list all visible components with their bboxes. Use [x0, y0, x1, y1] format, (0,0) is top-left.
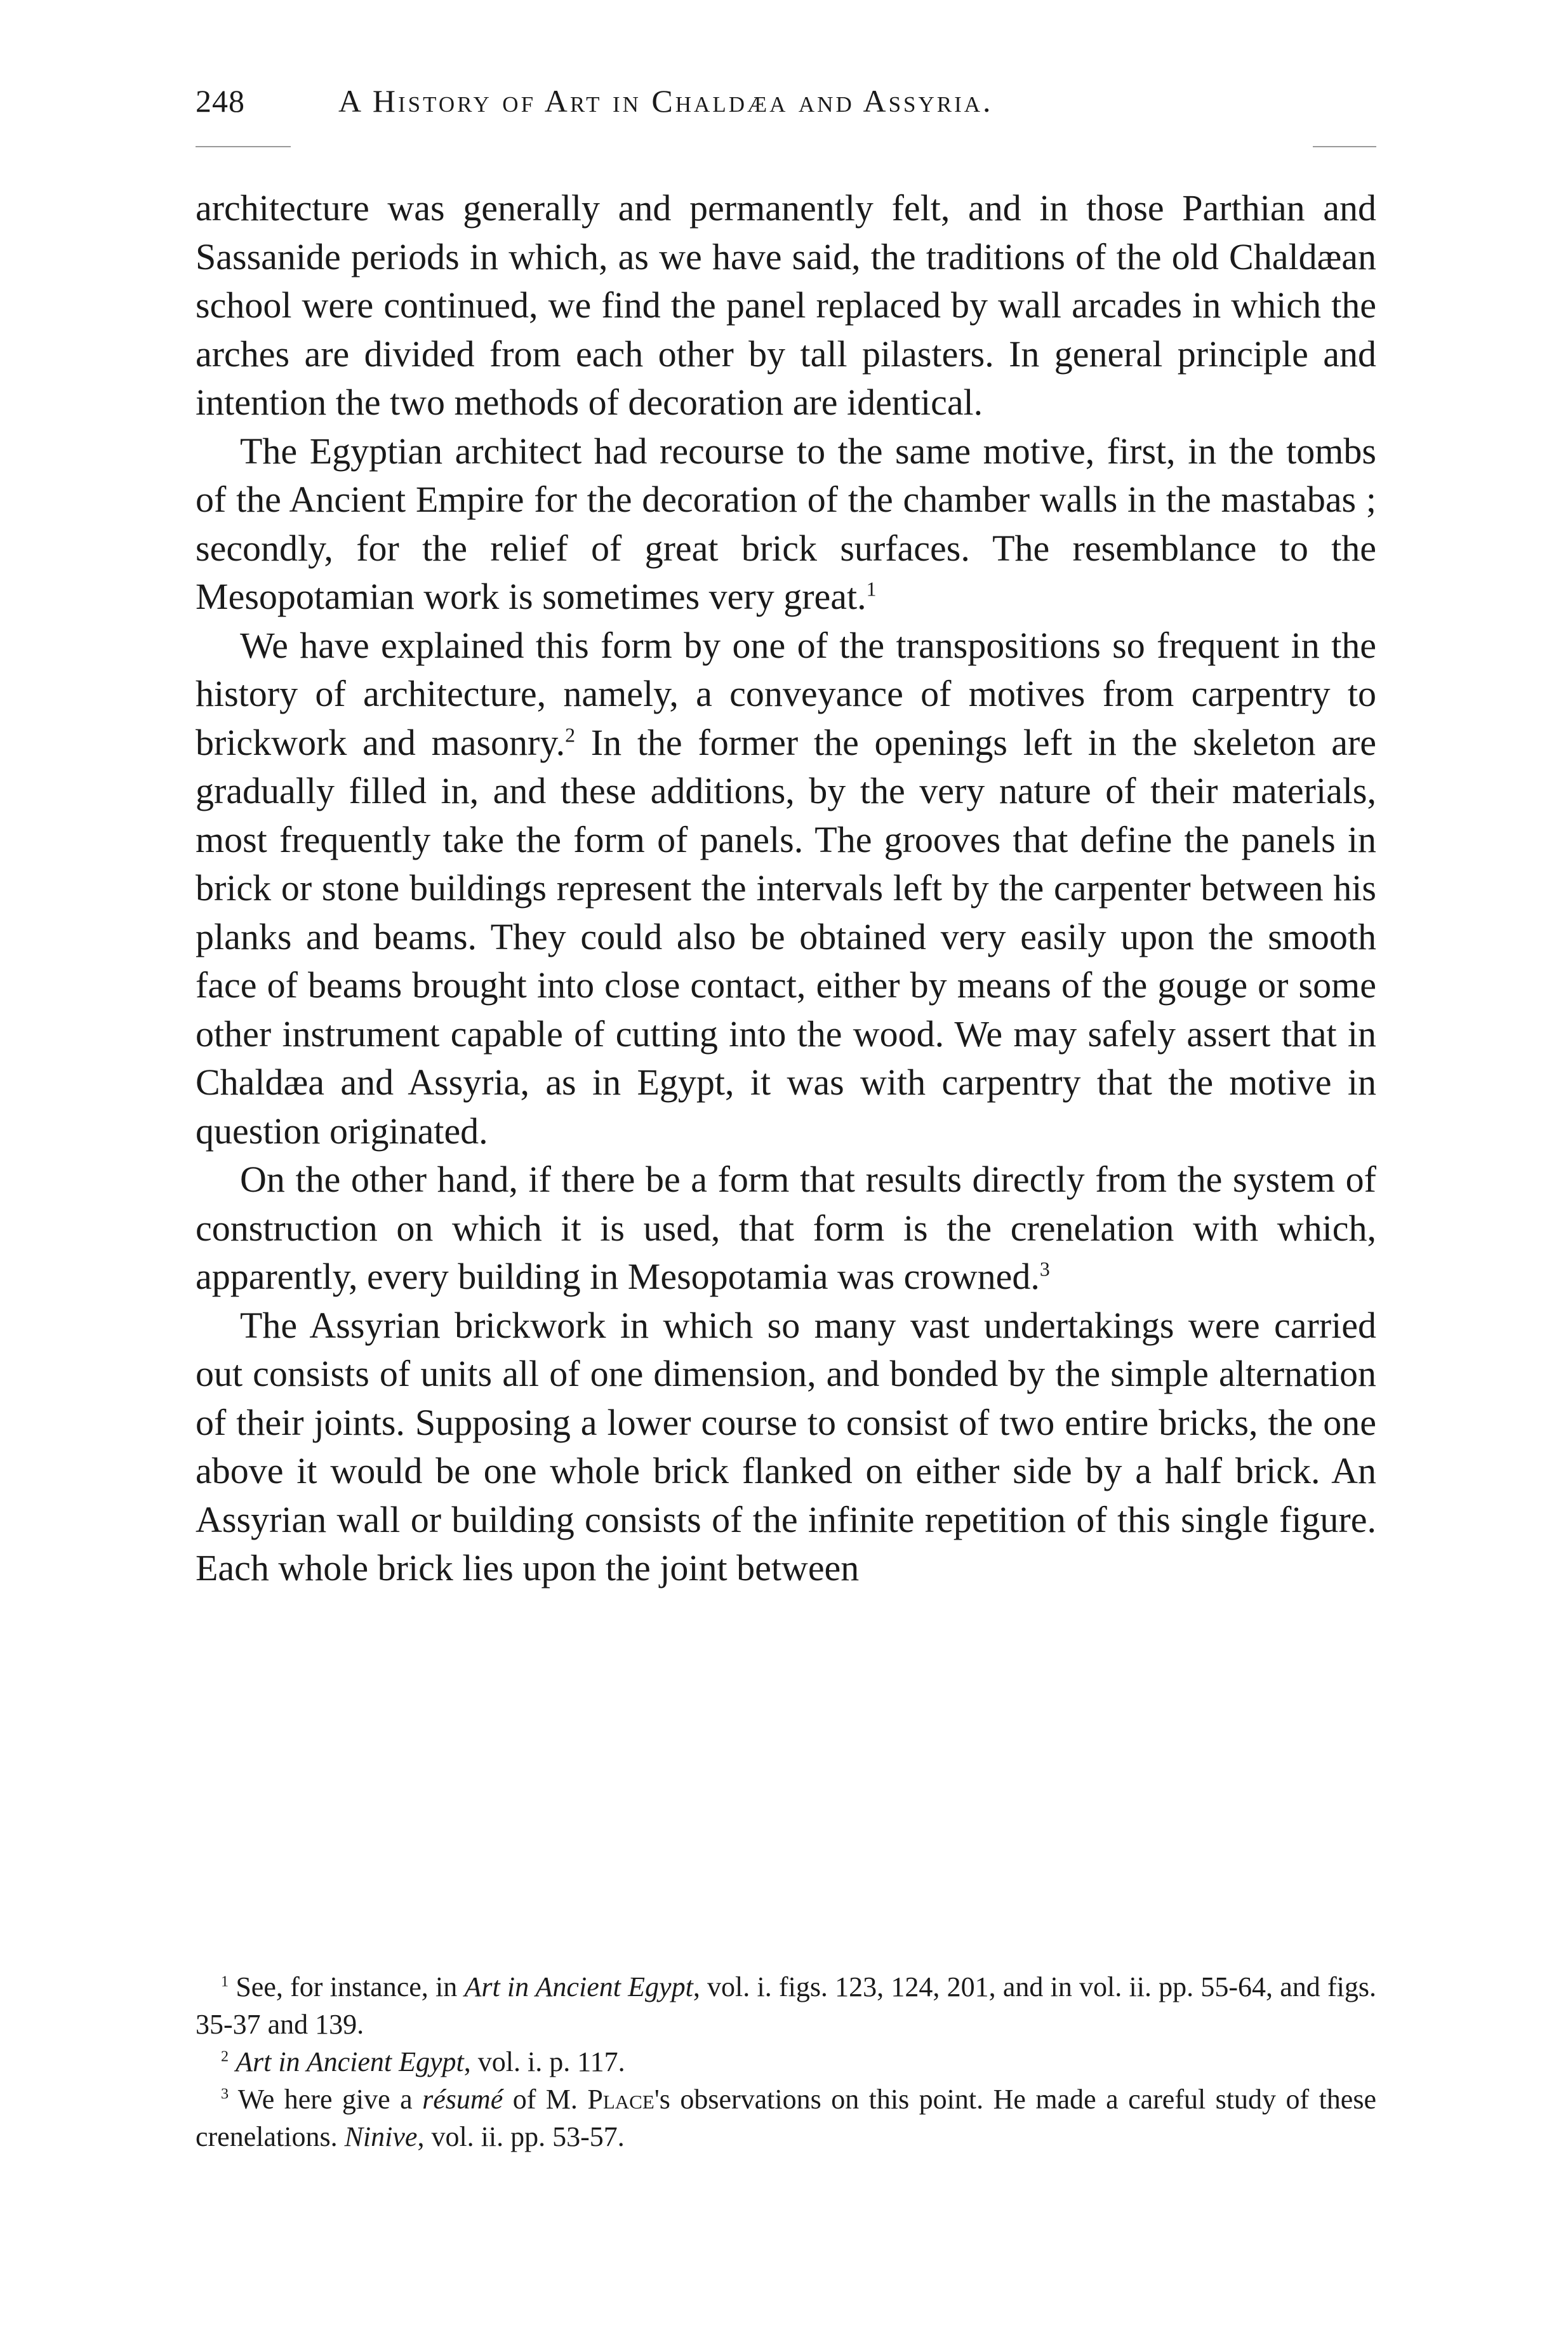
body-text — [196, 184, 1376, 1593]
paragraph-text: On the other hand, if there be a form that results directly from the system of construction on which it is used, that form is the crenelation with which, apparently, every building in Mesopotamia was crowned. — [196, 1159, 1376, 1297]
footnote-number: 2 — [221, 2048, 229, 2065]
paragraph — [196, 1302, 1376, 1593]
footnote-text: , vol. i. figs. 123, 124, 201, and in vol. ii. pp. 55-64, and figs. 35-37 and 139. — [196, 1971, 1377, 2040]
footnotes — [196, 1968, 1376, 2155]
paragraph — [196, 622, 1376, 1156]
paragraph — [196, 427, 1376, 622]
paragraph-text: The Egyptian architect had recourse to the same motive, first, in the tombs of the Ancient Empire for the decoration of the chamber walls in the mastabas ; secondly, for the relief of great brick surfaces. The resemblance to the Mesopotamian work is sometimes very great. — [196, 430, 1376, 617]
footnote-text: 's observations on this point. He made a careful study of these crenelations. — [196, 2084, 1376, 2152]
footnote-text: , vol. i. p. 117. — [463, 2046, 625, 2077]
header-rule-left — [196, 146, 291, 147]
footnote-ref[interactable]: 3 — [1039, 1258, 1050, 1281]
paragraph-text: The Assyrian brickwork in which so many vast undertakings were carried out consists of units all of one dimension, and bonded by the simple alternation of their joints. Supposing a lower course to consist of two entire bricks, the one above it would be one whole brick flanked on either side by a half brick. An Assyrian wall or building consists of the infinite repetition of this single figure. Each whole brick lies upon the joint between — [196, 1304, 1376, 1588]
footnote-number: 1 — [221, 1973, 229, 1990]
footnote-ref[interactable]: 2 — [565, 724, 576, 747]
paragraph — [196, 184, 1376, 427]
footnote-text: of M. — [503, 2084, 588, 2115]
running-head — [196, 83, 1376, 133]
footnote — [196, 2043, 1376, 2081]
footnote-number: 3 — [221, 2085, 229, 2103]
paragraph-text: In the former the openings left in the skeleton are gradually filled in, and these additions, by the very nature of their materials, most frequently take the form of panels. The grooves that define the panels in brick or stone buildings represent the intervals left by the carpenter between his planks and beams. They could also be obtained very easily upon the smooth face of beams brought into close contact, either by means of the gouge or some other instrument capable of cutting into the wood. We may safely assert that in Chaldæa and Assyria, as in Egypt, it was with carpentry that the motive in question originated. — [196, 721, 1377, 1152]
header-rule-right — [1313, 146, 1376, 147]
footnote-text: See, for instance, in — [236, 1971, 465, 2002]
footnote-text: , vol. ii. pp. 53-57. — [417, 2121, 625, 2152]
footnote-title: Ninive — [344, 2121, 418, 2152]
footnote — [196, 1968, 1376, 2043]
footnote-ref[interactable]: 1 — [866, 578, 877, 601]
paragraph-text: We have explained this form by one of the transpositions so frequent in the history of architecture, namely, a conveyance of motives from carpentry to brickwork and masonry. — [196, 624, 1376, 763]
paragraph — [196, 1155, 1376, 1302]
footnote-term: résumé — [422, 2084, 503, 2115]
footnote-text: We here give a — [237, 2084, 423, 2115]
footnote — [196, 2081, 1376, 2155]
footnote-title: Art in Ancient Egypt — [236, 2046, 464, 2077]
page-number: 248 — [196, 83, 245, 119]
paragraph-text: architecture was generally and permanently felt, and in those Parthian and Sassanide periods in which, as we have said, the traditions of the old Chaldæan school were continued, we find the panel replaced by wall arcades in which the arches are divided from each other by tall pilasters. In general principle and intention the two methods of decoration are identical. — [196, 187, 1376, 423]
footnote-title: Art in Ancient Egypt — [464, 1971, 693, 2002]
running-title: A History of Art in Chaldæa and Assyria. — [338, 83, 993, 119]
author-name: Place — [587, 2084, 654, 2115]
